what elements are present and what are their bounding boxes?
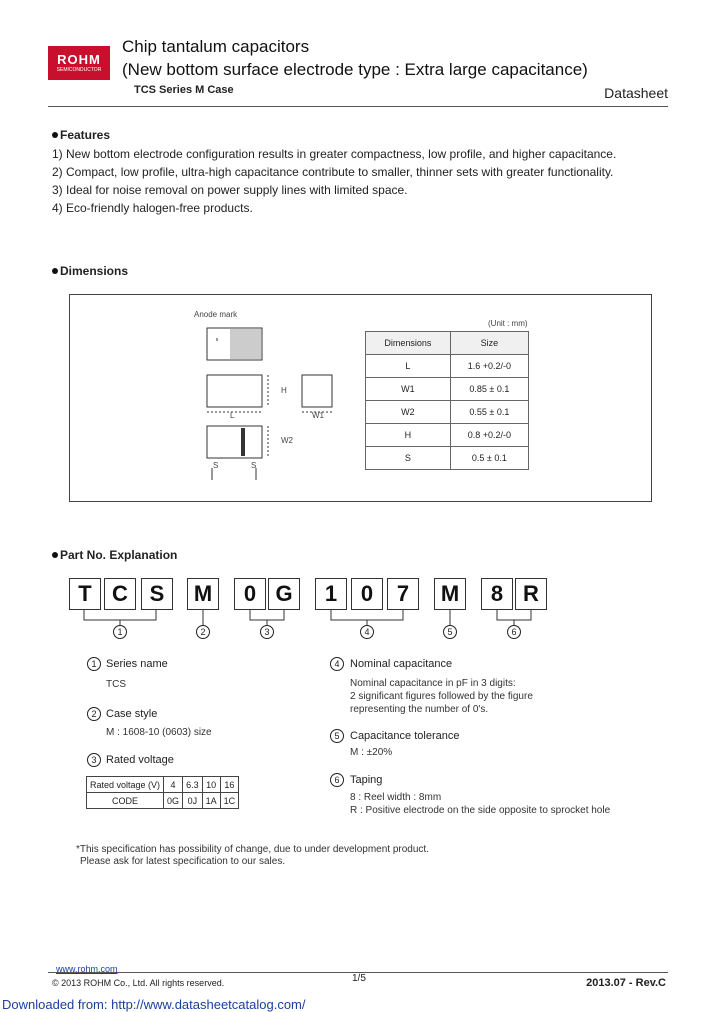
download-source-link[interactable]: Downloaded from: http://www.datasheetcatalog.com/ — [2, 997, 306, 1012]
table-cell: 0.55 ± 0.1 — [450, 401, 528, 424]
table-cell: 1.6 +0.2/-0 — [450, 355, 528, 378]
group-number-badge: 6 — [507, 625, 521, 639]
dimensions-box — [69, 294, 652, 502]
case-style-title: Case style — [106, 708, 158, 720]
explain-number-badge: 3 — [87, 753, 101, 767]
note-line: *This specification has possibility of change, due to under development product. — [76, 844, 429, 855]
explain-number-badge: 4 — [330, 657, 344, 671]
nominal-cap-body: representing the number of 0's. — [350, 704, 489, 715]
table-cell: 4 — [164, 777, 183, 793]
table-cell: 6.3 — [183, 777, 203, 793]
table-cell: H — [366, 424, 451, 447]
table-cell: 0.5 ± 0.1 — [450, 447, 528, 470]
tolerance-body: M : ±20% — [350, 747, 393, 758]
table-cell: 0J — [183, 793, 203, 809]
dim-label-S-right: S — [251, 461, 257, 470]
part-char-box: M — [434, 578, 466, 610]
table-cell: 0.8 +0.2/-0 — [450, 424, 528, 447]
taping-body: R : Positive electrode on the side opposite to sprocket hole — [350, 805, 611, 816]
logo-text: ROHM — [57, 52, 101, 67]
part-char-box: T — [69, 578, 101, 610]
group-number-badge: 2 — [196, 625, 210, 639]
table-cell: L — [366, 355, 451, 378]
dim-label-W2: W2 — [281, 436, 293, 445]
doc-type: Datasheet — [604, 85, 668, 101]
rohm-website-link[interactable]: www.rohm.com — [56, 964, 118, 974]
taping-body: 8 : Reel width : 8mm — [350, 792, 442, 803]
explain-number-badge: 2 — [87, 707, 101, 721]
nominal-cap-body: Nominal capacitance in pF in 3 digits: — [350, 678, 516, 689]
title-line-2: (New bottom surface electrode type : Extra large capacitance) — [122, 60, 588, 79]
bullet-icon — [52, 132, 58, 138]
features-heading — [52, 128, 110, 142]
group-number-badge: 1 — [113, 625, 127, 639]
series-name-title: Series name — [106, 658, 168, 670]
page-number: 1/5 — [352, 973, 366, 984]
dimensions-table — [365, 331, 529, 470]
feature-item: 3) Ideal for noise removal on power supply lines with limited space. — [52, 183, 408, 197]
partno-heading — [52, 548, 177, 562]
rated-voltage-title: Rated voltage — [106, 754, 174, 766]
tolerance-title: Capacitance tolerance — [350, 730, 460, 742]
table-cell: 0G — [164, 793, 183, 809]
dim-label-W1: W1 — [312, 411, 324, 420]
group-number-badge: 3 — [260, 625, 274, 639]
anode-mark-label: Anode mark — [194, 310, 238, 319]
table-header: Size — [450, 332, 528, 355]
explain-number-badge: 1 — [87, 657, 101, 671]
table-row — [87, 793, 239, 809]
part-char-box: C — [104, 578, 136, 610]
rated-voltage-table — [86, 776, 239, 809]
part-char-box: 0 — [234, 578, 266, 610]
part-char-box: 1 — [315, 578, 347, 610]
dimensions-heading-text: Dimensions — [60, 264, 129, 278]
table-header: Dimensions — [366, 332, 451, 355]
table-cell: 16 — [220, 777, 239, 793]
taping-title: Taping — [350, 774, 383, 786]
nominal-cap-title: Nominal capacitance — [350, 658, 453, 670]
dim-label-H: H — [281, 386, 287, 395]
explain-number-badge: 6 — [330, 773, 344, 787]
part-char-box: 7 — [387, 578, 419, 610]
rohm-logo — [48, 46, 110, 80]
copyright: © 2013 ROHM Co., Ltd. All rights reserved. — [52, 978, 225, 988]
bullet-icon — [52, 552, 58, 558]
table-row — [87, 777, 239, 793]
features-heading-text: Features — [60, 128, 111, 142]
table-row — [366, 424, 529, 447]
nominal-cap-body: 2 significant figures followed by the figure — [350, 691, 533, 702]
table-cell: CODE — [87, 793, 164, 809]
part-char-box: 0 — [351, 578, 383, 610]
table-row — [366, 378, 529, 401]
explain-number-badge: 5 — [330, 729, 344, 743]
table-cell: Rated voltage (V) — [87, 777, 164, 793]
logo-subtext: SEMICONDUCTOR — [56, 67, 102, 73]
table-cell: W2 — [366, 401, 451, 424]
table-row — [366, 355, 529, 378]
table-row — [366, 447, 529, 470]
revision: 2013.07 - Rev.C — [586, 977, 666, 989]
part-char-box: R — [515, 578, 547, 610]
group-brackets — [60, 610, 560, 630]
series-name-body: TCS — [106, 679, 126, 690]
group-number-badge: 5 — [443, 625, 457, 639]
table-cell: W1 — [366, 378, 451, 401]
table-cell: 1A — [202, 793, 220, 809]
dimensions-heading — [52, 264, 128, 278]
part-char-box: G — [268, 578, 300, 610]
feature-item: 1) New bottom electrode configuration results in greater compactness, low profile, and higher capacitance. — [52, 147, 617, 161]
part-char-box: S — [141, 578, 173, 610]
note-line: Please ask for latest specification to our sales. — [80, 856, 286, 867]
feature-item: 4) Eco-friendly halogen-free products. — [52, 201, 253, 215]
partno-heading-text: Part No. Explanation — [60, 548, 178, 562]
part-char-box: M — [187, 578, 219, 610]
title-line-1: Chip tantalum capacitors — [122, 37, 310, 56]
table-cell: 10 — [202, 777, 220, 793]
table-cell: 0.85 ± 0.1 — [450, 378, 528, 401]
feature-item: 2) Compact, low profile, ultra-high capacitance contribute to smaller, thinner sets with greater functionality. — [52, 165, 614, 179]
table-header-row — [366, 332, 529, 355]
dim-label-L: L — [230, 411, 235, 420]
unit-label: (Unit : mm) — [488, 319, 528, 328]
part-char-box: 8 — [481, 578, 513, 610]
series-name: TCS Series M Case — [134, 84, 234, 96]
table-cell: S — [366, 447, 451, 470]
case-style-body: M : 1608-10 (0603) size — [106, 727, 212, 738]
table-cell: 1C — [220, 793, 239, 809]
dim-label-S-left: S — [213, 461, 219, 470]
header-rule — [48, 106, 668, 107]
table-row — [366, 401, 529, 424]
group-number-badge: 4 — [360, 625, 374, 639]
bullet-icon — [52, 268, 58, 274]
